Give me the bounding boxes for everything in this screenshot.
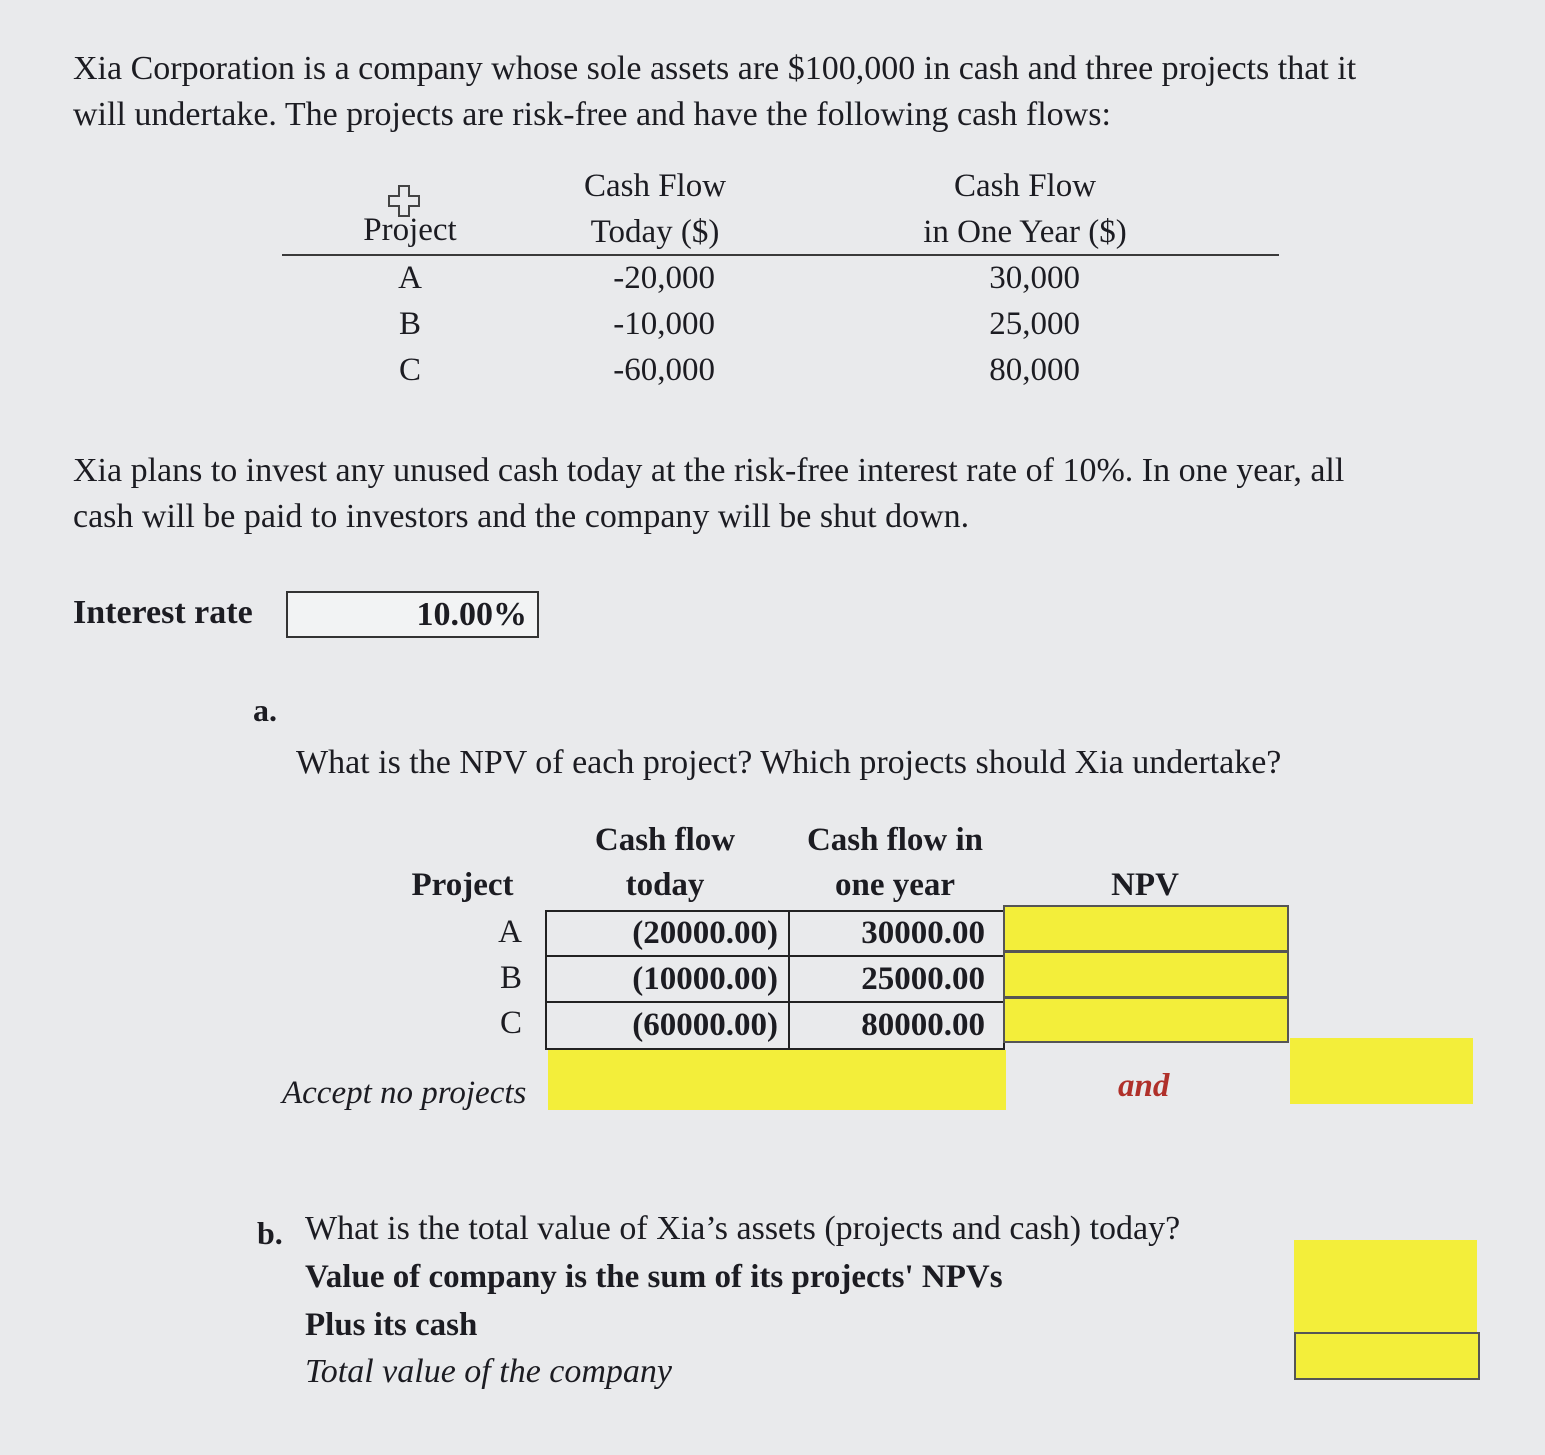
table1-row-b-project: B — [398, 306, 421, 342]
npv-input-a[interactable] — [1003, 905, 1289, 952]
part-a-question: What is the NPV of each project? Which projects should Xia undertake? — [296, 744, 1282, 781]
npv-header-today-line1: Cash flow — [594, 822, 736, 858]
accept-label: Accept no projects — [282, 1075, 527, 1111]
plan-paragraph — [73, 448, 1493, 540]
table1-row-b-today: -10,000 — [613, 306, 715, 342]
npv-header-project: Project — [411, 867, 514, 903]
table1-row-c-today: -60,000 — [613, 352, 715, 388]
part-b-marker: b. — [257, 1215, 283, 1251]
accept-second-input[interactable] — [1290, 1038, 1473, 1104]
part-a-marker: a. — [253, 692, 277, 728]
table1-row-a-year: 30,000 — [989, 260, 1080, 296]
total-value-input[interactable] — [1294, 1332, 1480, 1380]
interest-rate-value: 10.00% — [416, 595, 527, 633]
interest-rate-label: Interest rate — [73, 594, 253, 631]
table1-row-b-year: 25,000 — [989, 306, 1080, 342]
npv-row-a-project: A — [498, 914, 522, 950]
table1-header-project: Project — [363, 212, 457, 248]
table1-row-c-year: 80,000 — [989, 352, 1080, 388]
npv-row-b-today: (10000.00) — [632, 960, 778, 997]
table1-row-a-project: A — [398, 260, 422, 296]
table1-row-c-project: C — [398, 352, 421, 388]
part-b-question: What is the total value of Xia’s assets (projects and cash) today? — [305, 1210, 1181, 1247]
npv-header-today-line2: today — [625, 867, 705, 903]
and-label: and — [1118, 1068, 1170, 1104]
npv-row-c-project: C — [499, 1005, 522, 1041]
npv-header-year-line1: Cash flow in — [806, 822, 984, 858]
table1-header-year-line1: Cash Flow — [953, 168, 1097, 204]
npv-header-npv: NPV — [1111, 867, 1179, 903]
table1-header-today-line2: Today ($) — [590, 214, 720, 250]
npv-header-year-line2: one year — [834, 867, 956, 903]
part-b-npvs-line: Value of company is the sum of its projects' NPVs — [305, 1259, 1003, 1295]
intro-line-2: will undertake. The projects are risk-free and have the following cash flows: — [73, 96, 1111, 133]
npv-input-c[interactable] — [1003, 997, 1289, 1043]
npv-row-a-today: (20000.00) — [632, 915, 778, 951]
plan-line-2: cash will be paid to investors and the company will be shut down. — [73, 498, 970, 535]
plan-line-1: Xia plans to invest any unused cash today at the risk-free interest rate of 10%. In one year, all — [73, 452, 1345, 489]
part-b-cash-line: Plus its cash — [305, 1307, 478, 1343]
intro-paragraph — [73, 46, 1493, 138]
npv-row-b-year: 25000.00 — [861, 960, 985, 997]
table1-header-rule — [282, 254, 1279, 256]
part-b-total-line: Total value of the company — [305, 1353, 673, 1390]
npv-row-c-year: 80000.00 — [861, 1007, 985, 1043]
npv-row-b-project: B — [499, 960, 522, 996]
intro-line-1: Xia Corporation is a company whose sole assets are $100,000 in cash and three projects that it — [73, 50, 1357, 87]
table1-header-year-line2: in One Year ($) — [923, 214, 1127, 250]
npv-input-b[interactable] — [1003, 951, 1289, 998]
table1-row-a-today: -20,000 — [613, 260, 715, 296]
accept-input[interactable] — [548, 1050, 1006, 1110]
table1-header-today-line1: Cash Flow — [583, 168, 727, 204]
npv-row-a-year: 30000.00 — [861, 915, 985, 951]
interest-rate-field[interactable] — [286, 591, 539, 638]
npv-sum-input[interactable] — [1294, 1240, 1477, 1334]
npv-row-c-today: (60000.00) — [632, 1007, 778, 1043]
